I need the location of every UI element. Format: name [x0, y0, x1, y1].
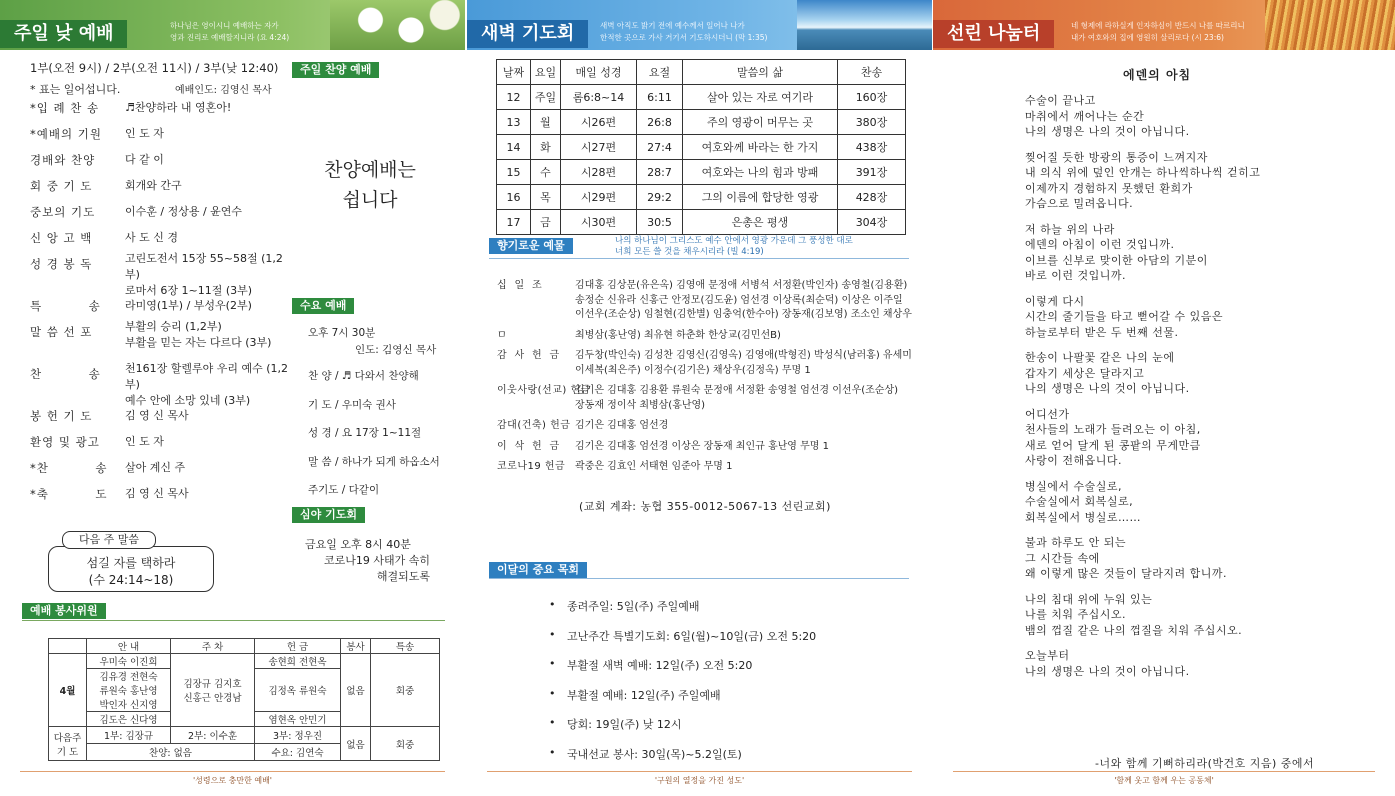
worship-order-label: 봉 헌 기 도: [30, 409, 93, 423]
schedule-header: 날짜: [497, 60, 531, 85]
staff-tag: 예배 봉사위원: [22, 603, 106, 619]
staff-header: 봉사: [341, 639, 371, 654]
offering-row: [497, 349, 917, 378]
poem-stanza: 나의 침대 위에 누워 있는 나를 치워 주십시오. 뱀의 껍질 같은 나의 껍질을 치워 주십시오.: [1025, 592, 1243, 637]
staff-guide: 김유경 전현숙: [87, 669, 171, 684]
next-prayer-2: 2부: 이수훈: [171, 727, 255, 744]
footer-panel3: '함께 웃고 함께 우는 공동체': [953, 771, 1375, 786]
events-divider: [489, 578, 909, 579]
worship-order-label: *입 례 찬 송: [30, 101, 100, 115]
panel-sunday-worship: [0, 0, 465, 796]
poem-stanza: 오늘부터 나의 생명은 나의 것이 아닙니다.: [1025, 649, 1190, 678]
service-times: 1부(오전 9시) / 2부(오전 11시) / 3부(낮 12:40): [30, 61, 279, 75]
wheat-photo: [1265, 0, 1395, 50]
praise-notice: 찬양예배는 쉽니다: [324, 159, 416, 211]
footer-panel2: '구원의 열정을 가진 성도': [487, 771, 912, 786]
bullet-icon: •: [549, 745, 556, 759]
event-item: • 부활절 새벽 예배: 12일(주) 오전 5:20: [549, 657, 753, 672]
schedule-header: 말씀의 삶: [683, 60, 838, 85]
poem-body: [1025, 93, 1385, 689]
bullet-icon: •: [549, 627, 556, 641]
offering-label: 십 일 조: [497, 280, 543, 291]
next-week-ref: (수 24:14~18): [88, 573, 174, 587]
worship-order-label: *예배의 기원: [30, 127, 102, 141]
event-item: • 종려주일: 5일(주) 주일예배: [549, 598, 700, 613]
poem-stanza: 어디선가 천사들의 노래가 들려오는 이 아침, 새로 얻어 달게 된 콩팥의 무게만큼 사랑이 전해옵니다.: [1025, 407, 1201, 467]
worship-order-value: 사 도 신 경: [125, 231, 178, 244]
stand-note: * 표는 일어섭니다.: [30, 83, 121, 96]
offering-names: 김대홍 김상문(유은옥) 김영애 문정애 서병석 서정환(박인자) 송영철(김용환) 송정순 신유라 신홍근 안정모(김도윤) 엄선경 이상록(최순덕) 이상은 이주일 이선우(조순상) 임철현(김한별) 임충억(한수아) 장동재(김보영) 조소인 채상우: [575, 280, 912, 320]
offering-names: 김기은 김대홍 엄선경: [575, 420, 669, 431]
poem-stanza: 병실에서 수술실로, 수술실에서 회복실로, 회복실에서 병실로……: [1025, 479, 1142, 524]
staff-guide: 류원숙 홍난영: [87, 683, 171, 697]
offering-label: 감대(건축) 헌금: [497, 420, 571, 431]
banner-verse: 새벽 아직도 밝기 전에 예수께서 일어나 나가 한적한 곳으로 가사 거기서 기도하시더니 (막 1:35): [600, 21, 768, 42]
staff-offering: 송현희 전현옥: [255, 654, 341, 669]
offering-names: 김기은 김대홍 엄선경 이상은 장동재 최인규 홍난영 무명 1: [575, 440, 829, 452]
banner-title: 주일 낮 예배: [0, 20, 127, 48]
staff-service-next: 없음: [341, 727, 371, 761]
worship-order-label: 특 송: [30, 299, 101, 313]
schedule-row: 14 화 시27편 27:4 여호와께 바라는 한 가지 438장: [497, 135, 906, 160]
staff-guide: 박인자 신지영: [87, 697, 171, 712]
offering-row: [497, 279, 917, 323]
poem-attribution: -너와 함께 기뻐하리라(박건호 지음) 중에서: [1095, 757, 1315, 770]
bullet-icon: •: [549, 657, 556, 670]
worship-order-value: 김 영 신 목사: [125, 409, 189, 422]
wednesday-time: 오후 7시 30분: [308, 327, 376, 339]
offering-names: 곽중은 김효인 서태현 임준아 무명 1: [575, 461, 733, 472]
wednesday-order-item: 찬 양 / ♬ 다와서 찬양해: [308, 370, 419, 382]
wednesday-order-list: [308, 368, 458, 511]
sky-photo: [797, 0, 932, 50]
offering-list: [497, 279, 917, 481]
worship-order-value: 라미영(1부) / 부성우(2부): [125, 299, 252, 312]
poem-stanza: 찢어질 듯한 방광의 통증이 느껴지자 내 의식 위에 덮인 안개는 하나씩하나씩 걷히고 이제까지 경험하지 못했던 환희가 가슴으로 밀려옵니다.: [1025, 150, 1261, 210]
staff-offering: 김정옥 류원숙: [255, 669, 341, 712]
poem-stanza: 이렇게 다시 시간의 줄기들을 타고 뻗어갈 수 있음은 하늘로부터 받은 두 번째 선물.: [1025, 294, 1223, 339]
worship-order-value: 살아 계신 주: [125, 461, 186, 474]
schedule-header: 찬송: [838, 60, 906, 85]
banner-title: 선린 나눔터: [933, 20, 1054, 48]
wednesday-order-item: 기 도 / 우미숙 권사: [308, 398, 396, 411]
events-tag: 이달의 중요 목회: [489, 562, 587, 578]
next-week-title: 섬길 자를 택하라: [86, 556, 176, 570]
poem-stanza: 수술이 끝나고 마취에서 깨어나는 순간 나의 생명은 나의 것이 아닙니다.: [1025, 94, 1190, 138]
worship-order-value: 인 도 자: [125, 435, 164, 448]
bullet-icon: •: [549, 598, 556, 611]
staff-header: 안 내: [87, 639, 171, 654]
event-item: • 당회: 19일(주) 낮 12시: [549, 716, 682, 731]
worship-order-label: 말 씀 선 포: [30, 325, 93, 339]
worship-order-label: 찬 송: [30, 367, 101, 381]
panel-dawn-prayer: [467, 0, 932, 796]
poem-stanza: 저 하늘 위의 나라 에덴의 아침이 이런 것입니까. 이브를 신부로 맞이한 아담의 기분이 바로 이런 것입니까.: [1025, 222, 1208, 282]
next-prayer-1: 1부: 김장규: [87, 727, 171, 744]
worship-order-label: 신 앙 고 백: [30, 231, 93, 245]
worship-order-value: 부활의 승리 (1,2부) 부활을 믿는 자는 다르다 (3부): [125, 320, 272, 349]
staff-month: 4월: [49, 654, 87, 727]
offering-row: [497, 460, 917, 475]
poem-title: 에덴의 아침: [1123, 68, 1192, 82]
staff-special: 회중: [371, 654, 440, 727]
staff-offering: 염현옥 안민기: [255, 712, 341, 727]
staff-header: 헌 금: [255, 639, 341, 654]
staff-service: 없음: [341, 654, 371, 727]
footer-panel1: '성령으로 충만한 예배': [20, 771, 445, 786]
dawn-schedule-table: [496, 59, 906, 235]
staff-parking: 김장규 김지호 신홍근 안경남: [171, 654, 255, 727]
flower-photo: [330, 0, 465, 50]
offering-label: 감 사 헌 금: [497, 350, 560, 361]
worship-order-label: *찬 송: [30, 461, 108, 475]
staff-header: 특송: [371, 639, 440, 654]
worship-order-value: ♬찬양하라 내 영혼아!: [125, 101, 232, 114]
worship-order-value: 김 영 신 목사: [125, 487, 189, 500]
worship-order-label: 중보의 기도: [30, 205, 96, 219]
worship-leader: 예배인도: 김영신 목사: [175, 85, 272, 96]
offering-row: [497, 419, 917, 434]
worship-order-value: 다 같 이: [125, 153, 164, 166]
worship-order-value: 회개와 간구: [125, 179, 182, 192]
night-prayer-tag: 심야 기도회: [292, 507, 365, 523]
worship-order-label: 환영 및 광고: [30, 435, 100, 449]
schedule-row: 15 수 시28편 28:7 여호와는 나의 힘과 방패 391장: [497, 160, 906, 185]
worship-order-value: 고린도전서 15장 55~58절 (1,2부) 로마서 6장 1~11절 (3부): [125, 252, 283, 297]
night-prayer-text: 금요일 오후 8시 40분 코로나19 사태가 속히 해결되도록: [305, 538, 430, 583]
events-list: [549, 598, 909, 775]
next-prayer-label: 다음주 기 도: [49, 727, 87, 761]
offering-tag: 향기로운 예물: [489, 238, 573, 254]
schedule-header: 매일 성경: [561, 60, 637, 85]
worship-order-value: 천161장 할렐루야 우리 예수 (1,2부) 예수 안에 소망 있네 (3부): [125, 362, 289, 407]
wednesday-order-item: 성 경 / 요 17장 1~11절: [308, 427, 422, 439]
next-prayer-praise: 찬양: 없음: [87, 744, 255, 761]
worship-order-label: 성 경 봉 독: [30, 257, 93, 271]
event-item: • 부활절 예배: 12일(주) 주일예배: [549, 686, 721, 702]
poem-stanza: 한송이 나팔꽃 같은 나의 눈에 갑자기 세상은 달라지고 나의 생명은 나의 것이 아닙니다.: [1025, 351, 1190, 395]
next-prayer-3: 3부: 정우진: [255, 727, 341, 744]
offering-names: 최병삼(홍난영) 최유현 하춘화 한상교(김민선B): [575, 329, 781, 341]
offering-label: ㅁ: [497, 329, 508, 341]
offering-verse: 나의 하나님이 그리스도 예수 안에서 영광 가운데 그 풍성한 대로 너희 모든 쓸 것을 채우시리라 (빌 4:19): [615, 236, 853, 257]
event-item: • 국내선교 봉사: 30일(목)~5.2일(토): [549, 745, 742, 761]
offering-names: 김두창(박인숙) 김성찬 김영신(김영옥) 김영애(박형진) 박성식(남러홍) 유세미 이세복(최은주) 이정수(김기은) 채상우(김정옥) 무명 1: [575, 350, 912, 376]
bullet-icon: •: [549, 716, 556, 729]
offering-label: 이웃사랑(선교) 헌금: [497, 385, 591, 396]
banner-title: 새벽 기도회: [467, 20, 588, 48]
offering-label: 이 삭 헌 금: [497, 440, 560, 452]
schedule-header: 요절: [637, 60, 683, 85]
schedule-row: 17 금 시30편 30:5 은총은 평생 304장: [497, 210, 906, 235]
offering-row: [497, 384, 917, 413]
offering-divider: [489, 258, 909, 259]
banner-sharing: [933, 0, 1395, 50]
banner-verse: 하나님은 영이시니 예배하는 자가 영과 진리로 예배할지니라 (요 4:24): [170, 21, 290, 42]
schedule-row: 12 주일 롬6:8~14 6:11 살아 있는 자로 여기라 160장: [497, 85, 906, 110]
staff-guide: 우미숙 이진희: [87, 654, 171, 669]
staff-table: [48, 638, 440, 761]
worship-order-value: 인 도 자: [125, 127, 164, 140]
wednesday-worship-tag: 수요 예배: [292, 298, 354, 314]
poem-stanza: 불과 하루도 안 되는 그 시간들 속에 왜 이렇게 많은 것들이 달라지려 합니까.: [1025, 536, 1227, 580]
next-prayer-wed: 수요: 김연숙: [255, 744, 341, 761]
offering-row: [497, 329, 917, 344]
schedule-row: 16 목 시29편 29:2 그의 이름에 합당한 영광 428장: [497, 185, 906, 210]
worship-order-label: *축 도: [30, 487, 108, 501]
schedule-row: 13 월 시26편 26:8 주의 영광이 머무는 곳 380장: [497, 110, 906, 135]
worship-order-label: 회 중 기 도: [30, 179, 93, 193]
praise-worship-tag: 주일 찬양 예배: [292, 62, 379, 78]
panel-sharing: [933, 0, 1395, 796]
worship-order-label: 경배와 찬양: [30, 153, 96, 167]
offering-row: [497, 440, 917, 455]
banner-sunday: [0, 0, 465, 50]
wednesday-leader: 인도: 김영신 목사: [355, 344, 437, 356]
staff-guide: 김도은 신다영: [87, 712, 171, 727]
offering-label: 코로나19 헌금: [497, 461, 566, 472]
schedule-header: 요일: [531, 60, 561, 85]
banner-dawn: [467, 0, 932, 50]
staff-header: 주 차: [171, 639, 255, 654]
wednesday-order-item: 말 씀 / 하나가 되게 하옵소서: [308, 455, 440, 468]
banner-verse: 네 형제에 라하실게 인자하심이 반드시 나를 따르리니 내가 여호와의 집에 영원히 살리로다 (시 23:6): [1071, 21, 1245, 42]
staff-special-next: 회중: [371, 727, 440, 761]
next-week-tag: 다음 주 말씀: [62, 531, 156, 549]
church-account: (교회 계좌: 농협 355-0012-5067-13 선린교회): [579, 500, 831, 513]
event-item: • 고난주간 특별기도회: 6일(월)~10일(금) 오전 5:20: [549, 627, 817, 643]
wednesday-order-item: 주기도 / 다같이: [308, 484, 380, 496]
offering-names: 김기은 김대홍 김용환 류원숙 문정애 서정환 송영철 엄선경 이선우(조순상) 장동재 정이삭 최병삼(홍난영): [575, 385, 899, 411]
worship-order-value: 이수훈 / 정상용 / 윤연수: [125, 205, 243, 218]
bullet-icon: •: [549, 686, 556, 700]
